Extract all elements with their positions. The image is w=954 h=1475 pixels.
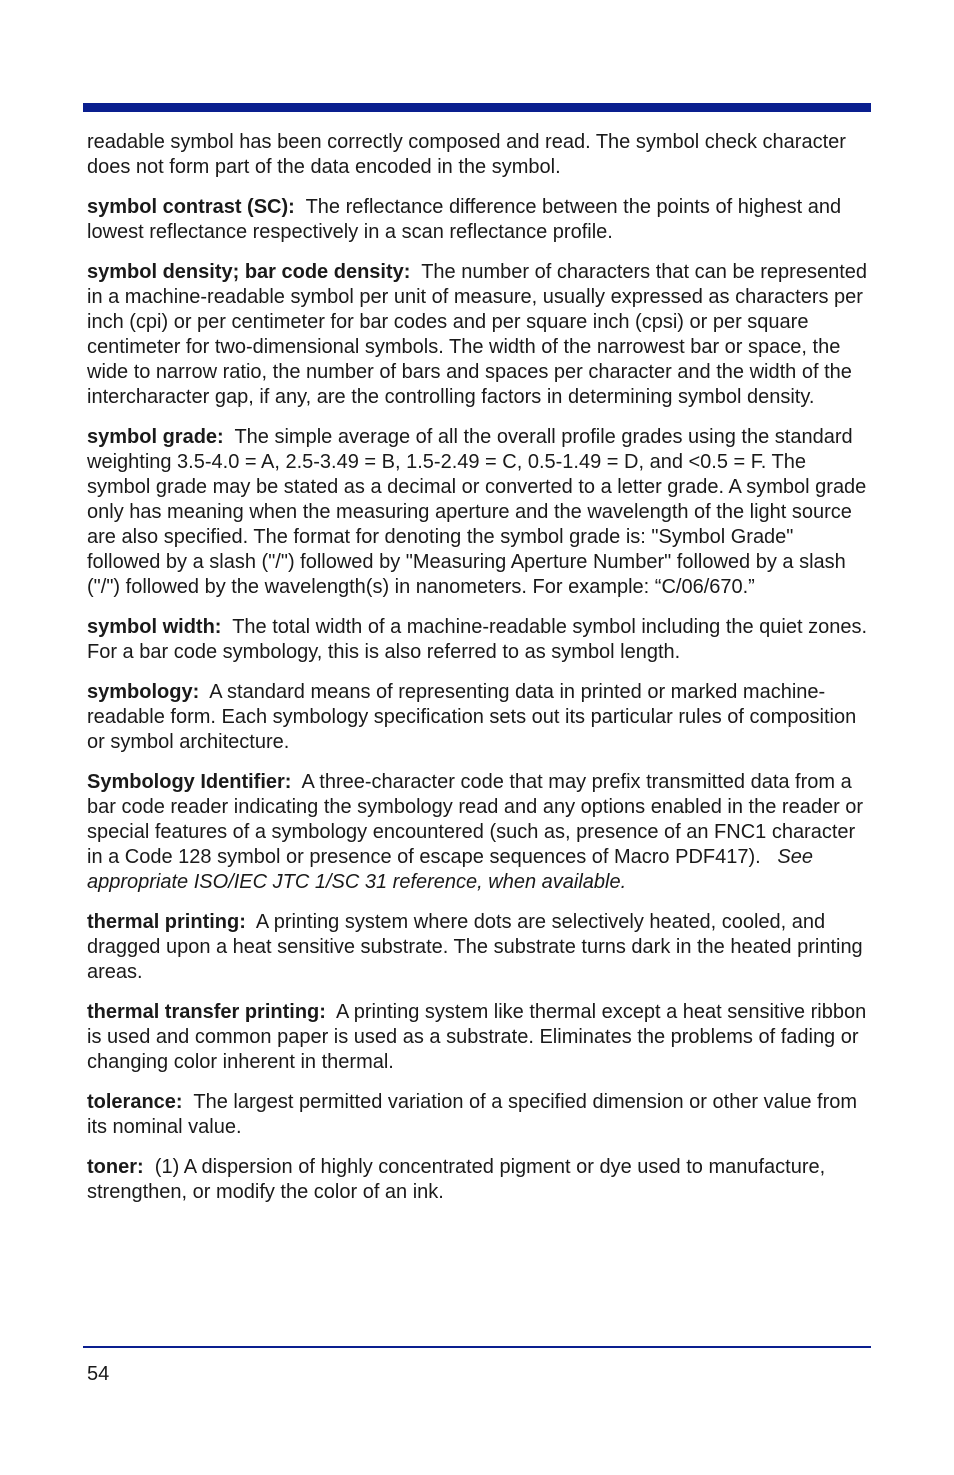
entry-definition: A standard means of representing data in printed or marked machine-readable form. Each symbology specification sets out its particular rules of composition or symbol architecture. bbox=[87, 681, 857, 753]
footer-rule bbox=[83, 1346, 871, 1348]
glossary-entry-symbology-identifier bbox=[87, 770, 872, 895]
entry-definition: The simple average of all the overall profile grades using the standard weighting 3.5-4.0 = A, 2.5-3.49 = B, 1.5-2.49 = C, 0.5-1.49 = D, and <0.5 = F. The symbol grade may be stated as a decimal or converted to a letter grade. A symbol grade only has meaning when the measuring aperture and the wavelength of the light source are also specified. The format for denoting the symbol grade is: "Symbol Grade" followed by a slash ("/") followed by "Measuring Aperture Number" followed by a slash ("/") followed by the wavelength(s) in nanometers. For example: “C/06/670.” bbox=[87, 426, 867, 598]
glossary-entry-thermal-transfer-printing bbox=[87, 1000, 872, 1075]
entry-term: symbol density; bar code density: bbox=[87, 261, 411, 283]
entry-definition: (1) A dispersion of highly concentrated pigment or dye used to manufacture, strengthen, or modify the color of an ink. bbox=[87, 1156, 826, 1203]
entry-term: tolerance: bbox=[87, 1091, 183, 1113]
entry-reference-note: See appropriate ISO/IEC JTC 1/SC 31 reference, when available. bbox=[87, 846, 813, 893]
glossary-entry-symbology bbox=[87, 680, 872, 755]
glossary-entry-symbol-contrast bbox=[87, 195, 872, 245]
entry-term: Symbology Identifier: bbox=[87, 771, 292, 793]
glossary-entry-toner bbox=[87, 1155, 872, 1205]
entry-definition: readable symbol has been correctly composed and read. The symbol check character does not form part of the data encoded in the symbol. bbox=[87, 131, 846, 178]
glossary-entry-symbol-width bbox=[87, 615, 872, 665]
entry-term: toner: bbox=[87, 1156, 144, 1178]
entry-definition: The reflectance difference between the points of highest and lowest reflectance respectively in a scan reflectance profile. bbox=[87, 196, 842, 243]
glossary-content bbox=[87, 130, 872, 1220]
glossary-entry-tolerance bbox=[87, 1090, 872, 1140]
glossary-entry-symbol-grade bbox=[87, 425, 872, 600]
entry-definition: A three-character code that may prefix transmitted data from a bar code reader indicating the symbology read and any options enabled in the reader or special features of a symbology encountered (such as, presence of an FNC1 character in a Code 128 symbol or presence of escape sequences of Macro PDF417). bbox=[87, 771, 864, 868]
entry-term: symbol grade: bbox=[87, 426, 224, 448]
entry-term: symbol contrast (SC): bbox=[87, 196, 295, 218]
entry-term: thermal printing: bbox=[87, 911, 246, 933]
header-rule bbox=[83, 103, 871, 112]
entry-definition: The total width of a machine-readable symbol including the quiet zones. For a bar code symbology, this is also referred to as symbol length. bbox=[87, 616, 868, 663]
glossary-entry-symbol-density bbox=[87, 260, 872, 410]
glossary-entry-continued bbox=[87, 130, 872, 180]
entry-term: thermal transfer printing: bbox=[87, 1001, 326, 1023]
entry-term: symbology: bbox=[87, 681, 200, 703]
entry-definition: The largest permitted variation of a specified dimension or other value from its nominal value. bbox=[87, 1091, 858, 1138]
entry-definition: A printing system where dots are selectively heated, cooled, and dragged upon a heat sensitive substrate. The substrate turns dark in the heated printing areas. bbox=[87, 911, 863, 983]
entry-definition: A printing system like thermal except a heat sensitive ribbon is used and common paper is used as a substrate. Eliminates the problems of fading or changing color inherent in thermal. bbox=[87, 1001, 867, 1073]
page-number: 54 bbox=[87, 1363, 110, 1385]
glossary-entry-thermal-printing bbox=[87, 910, 872, 985]
entry-term: symbol width: bbox=[87, 616, 222, 638]
entry-definition: The number of characters that can be represented in a machine-readable symbol per unit of measure, usually expressed as characters per inch (cpi) or per centimeter for bar codes and per square inch (cpsi) or per square centimeter for two-dimensional symbols. The width of the narrowest bar or space, the wide to narrow ratio, the number of bars and spaces per character and the width of the intercharacter gap, if any, are the controlling factors in determining symbol density. bbox=[87, 261, 867, 408]
